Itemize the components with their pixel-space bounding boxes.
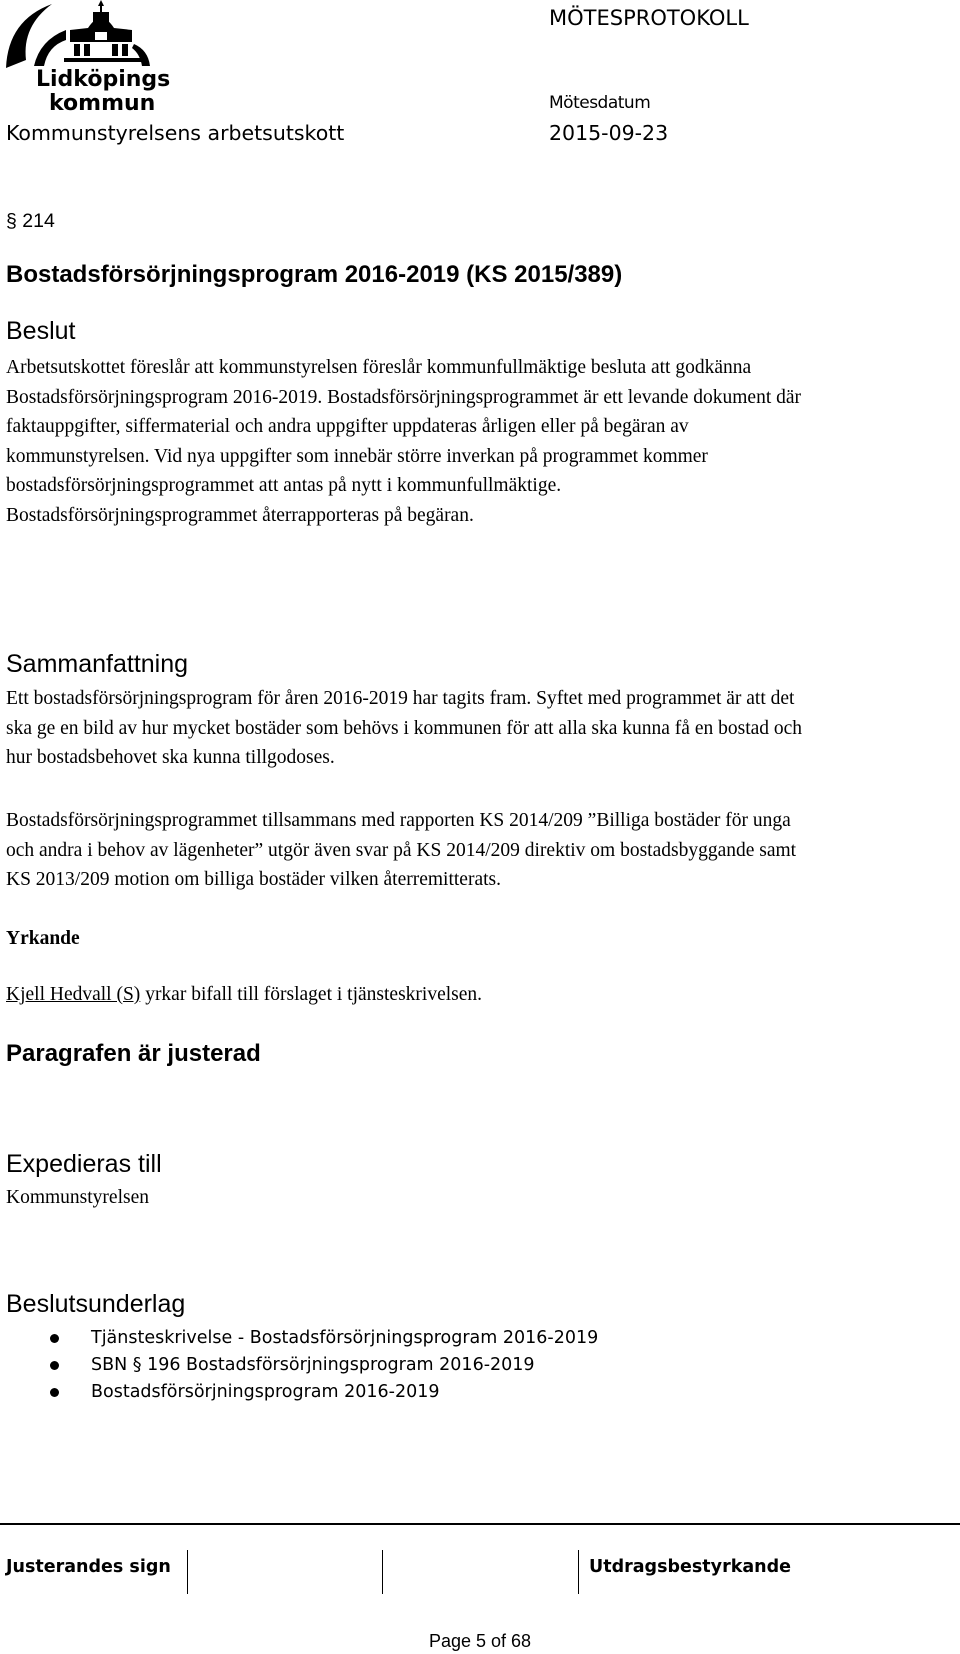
page-number: Page 5 of 68: [428, 1631, 532, 1651]
summary-line: ska ge en bild av hur mycket bostäder som behövs i kommunen för att alla ska kunna få en bostad och: [6, 717, 803, 739]
summary-paragraph-2: [6, 806, 946, 895]
list-item-label: SBN § 196 Bostadsförsörjningsprogram 2016-2019: [91, 1355, 535, 1375]
decision-line: Bostadsförsörjningsprogrammet återrapporteras på begäran.: [6, 504, 474, 526]
date-label: Mötesdatum: [549, 93, 651, 113]
list-item: [6, 1379, 906, 1406]
sign-box-divider-1: [187, 1550, 188, 1594]
certify-label: Utdragsbestyrkande: [589, 1557, 792, 1577]
decision-heading: Beslut: [6, 317, 76, 345]
motion-statement: yrkar bifall till förslaget i tjänsteskrivelsen.: [140, 984, 483, 1005]
summary-line: Bostadsförsörjningsprogrammet tillsammans med rapporten KS 2014/209 ”Billiga bostäder för unga: [6, 810, 791, 831]
town-hall-icon: [4, 0, 154, 70]
meeting-date: 2015-09-23: [549, 121, 669, 145]
decision-line: Arbetsutskottet föreslår att kommunstyrelsen föreslår kommunfullmäktige besluta att godkänna: [6, 357, 752, 378]
decision-line: faktauppgifter, siffermaterial och andra uppgifter uppdateras årligen eller på begäran av: [6, 416, 689, 437]
sign-label: Justerandes sign: [6, 1557, 171, 1577]
list-item: [6, 1325, 906, 1352]
logo-text-line1: Lidköpings: [36, 67, 171, 92]
logo-text-line2: kommun: [49, 91, 156, 116]
municipality-logo: [4, 0, 171, 120]
footer-divider: [0, 1523, 960, 1525]
dispatch-heading: Expedieras till: [6, 1150, 162, 1178]
motion-text: [6, 980, 482, 1010]
decision-line: bostadsförsörjningsprogrammet att antas på nytt i kommunfullmäktige.: [6, 475, 562, 496]
decision-line: kommunstyrelsen. Vid nya uppgifter som innebär större inverkan på programmet kommer: [6, 445, 708, 467]
summary-line: och andra i behov av lägenheter” utgör även svar på KS 2014/209 direktiv om bostadsbyggande samt: [6, 839, 797, 861]
sign-box-divider-2: [382, 1550, 383, 1594]
summary-heading: Sammanfattning: [6, 650, 189, 678]
basis-heading: Beslutsunderlag: [6, 1290, 186, 1318]
list-item-label: Tjänsteskrivelse - Bostadsförsörjningsprogram 2016-2019: [91, 1328, 599, 1348]
list-item: [6, 1352, 906, 1379]
approved-heading: Paragrafen är justerad: [6, 1040, 261, 1067]
decision-text: [6, 353, 946, 530]
committee-name: Kommunstyrelsens arbetsutskott: [6, 121, 345, 145]
bullet-icon: [50, 1334, 59, 1343]
sign-box-divider-3: [578, 1550, 579, 1594]
bullet-icon: [50, 1388, 59, 1397]
bullet-icon: [50, 1361, 59, 1370]
motion-speaker-link[interactable]: Kjell Hedvall (S): [6, 984, 141, 1005]
summary-paragraph-1: [6, 684, 946, 773]
dispatch-recipient: Kommunstyrelsen: [6, 1187, 149, 1208]
summary-line: Ett bostadsförsörjningsprogram för åren 2016-2019 har tagits fram. Syftet med programmet är att det: [6, 688, 795, 709]
motion-heading: Yrkande: [6, 928, 80, 949]
basis-list: [6, 1325, 906, 1406]
item-title: Bostadsförsörjningsprogram 2016-2019 (KS 2015/389): [6, 261, 623, 288]
list-item-label: Bostadsförsörjningsprogram 2016-2019: [91, 1382, 440, 1402]
summary-line: hur bostadsbehovet ska kunna tillgodoses.: [6, 747, 335, 768]
paragraph-number: § 214: [6, 210, 55, 232]
summary-line: KS 2013/209 motion om billiga bostäder vilken återremitterats.: [6, 869, 501, 890]
document-type: MÖTESPROTOKOLL: [549, 6, 749, 30]
decision-line: Bostadsförsörjningsprogram 2016-2019. Bostadsförsörjningsprogrammet är ett levande dokument där: [6, 386, 802, 408]
